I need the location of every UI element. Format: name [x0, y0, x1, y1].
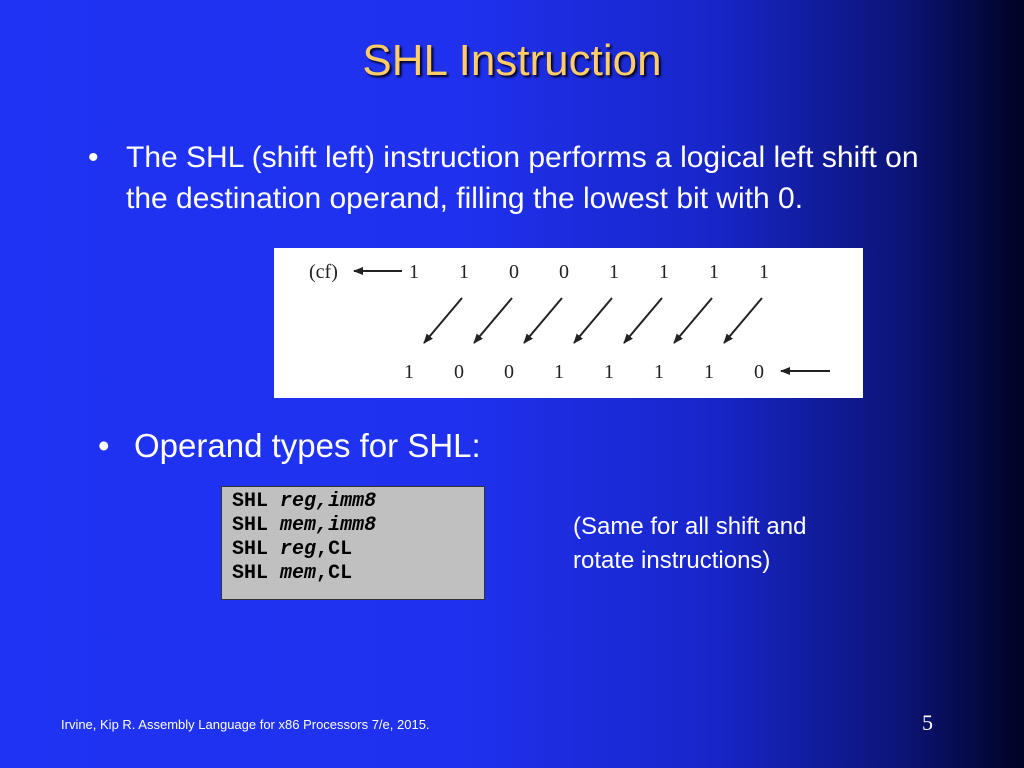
operand-separator: , — [316, 514, 329, 537]
result-bit: 0 — [454, 361, 464, 383]
destination-operand: mem — [280, 514, 317, 537]
operand-separator: , — [316, 490, 329, 513]
result-bit: 1 — [604, 361, 614, 383]
result-bits — [404, 361, 764, 383]
source-bits — [409, 261, 769, 283]
source-operand: CL — [328, 538, 353, 561]
result-bit: 1 — [404, 361, 414, 383]
destination-operand: reg — [280, 490, 317, 513]
mnemonic: SHL — [232, 490, 269, 513]
operand-line — [232, 490, 474, 514]
shift-arrow — [574, 298, 612, 343]
source-bit: 1 — [659, 261, 669, 283]
slide-title: SHL Instruction — [362, 36, 662, 85]
operand-line — [232, 562, 474, 586]
source-operand: imm8 — [328, 514, 377, 537]
source-bit: 1 — [409, 261, 419, 283]
shift-left-diagram — [274, 248, 863, 398]
source-operand: CL — [328, 562, 353, 585]
mnemonic: SHL — [232, 562, 269, 585]
operand-separator: , — [316, 538, 329, 561]
source-operand: imm8 — [328, 490, 377, 513]
destination-operand: mem — [280, 562, 317, 585]
mnemonic: SHL — [232, 538, 269, 561]
source-bit: 1 — [709, 261, 719, 283]
operand-line — [232, 538, 474, 562]
shift-arrow — [674, 298, 712, 343]
bullet-marker: • — [88, 141, 99, 174]
result-bit: 0 — [504, 361, 514, 383]
operand-types-box — [221, 486, 485, 600]
shift-arrow — [724, 298, 762, 343]
bullet-text: Operand types for SHL: — [134, 427, 481, 464]
citation-footer: Irvine, Kip R. Assembly Language for x86 Processors 7/e, 2015. — [61, 717, 430, 732]
result-bit: 1 — [554, 361, 564, 383]
shift-arrow — [474, 298, 512, 343]
bullet-operand-types — [98, 425, 481, 466]
bullet-shl-description — [88, 137, 948, 219]
source-bit: 1 — [609, 261, 619, 283]
source-bit: 1 — [459, 261, 469, 283]
bullet-text: The SHL (shift left) instruction performs a logical left shift on the destination operand, filling the lowest bit with 0. — [126, 141, 919, 215]
shift-arrow — [524, 298, 562, 343]
shift-arrow — [424, 298, 462, 343]
shift-arrow — [624, 298, 662, 343]
shift-diagram-svg — [274, 248, 863, 398]
source-bit: 1 — [759, 261, 769, 283]
bullet-marker: • — [98, 427, 110, 464]
shift-arrows — [424, 298, 762, 343]
source-bit: 0 — [509, 261, 519, 283]
mnemonic: SHL — [232, 514, 269, 537]
operand-line — [232, 514, 474, 538]
source-bit: 0 — [559, 261, 569, 283]
result-bit: 1 — [704, 361, 714, 383]
shift-rotate-note: (Same for all shift and rotate instructions) — [573, 513, 807, 574]
page-number: 5 — [922, 710, 933, 735]
operand-separator: , — [316, 562, 329, 585]
result-bit: 1 — [654, 361, 664, 383]
result-bit: 0 — [754, 361, 764, 383]
carry-flag-label: (cf) — [309, 261, 338, 283]
destination-operand: reg — [280, 538, 317, 561]
